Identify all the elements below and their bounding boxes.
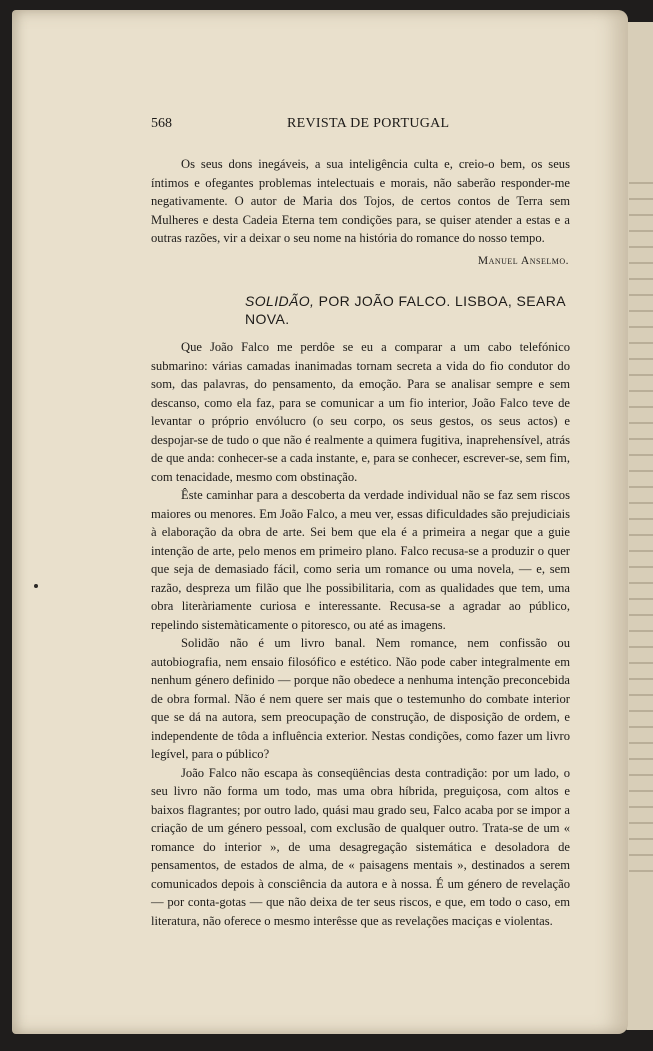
facing-page-edge [626, 22, 653, 1030]
previous-review-body [151, 155, 570, 248]
review-paragraph: Que João Falco me perdôe se eu a comparar a um cabo telefónico submarino: várias camadas inanimadas tornam secreta a vida do fio condutor do som, das palavras, do pensamento, da emoção. Para se analisar sempre e sem descanso, como ela faz, para se comunicar a um fio interior, João Falco teve de levantar o próprio envólucro (o seu corpo, os seus gestos, os seus actos) e despojar-se de tudo o que não é realmente a quimera fugitiva, inaprehensível, atrás de que anda: conhecer-se a cada instante, e, para se conhecer, escrever-se, sem fim, com tenacidade, mesmo com obstinação. [151, 340, 570, 484]
previous-review-paragraph: Os seus dons inegáveis, a sua inteligência culta e, creio-o bem, os seus íntimos e ofegantes problemas intelectuais e morais, não saberão responder-me negativamente. O autor de Maria dos Tojos, de certos contos de Terra sem Mulheres e desta Cadeia Eterna tem condições para, se quiser atender a estas e a outras razões, vir a deixar o seu nome na história do romance do nosso tempo. [151, 157, 570, 245]
ink-speck [34, 584, 38, 588]
review-title-rest: POR JOÃO FALCO. LISBOA, SEARA NOVA. [245, 293, 566, 327]
review-paragraph: João Falco não escapa às conseqüências desta contradição: por um lado, o seu livro não forma um todo, mas uma obra híbrida, preguiçosa, com altos e baixos flagrantes; por outro lado, quási mau grado seu, Falco acaba por se impor a criação de um género pessoal, com exclusão de qualquer outro. Trata-se de um « romance do interior », de uma desagregação sistemática e desoladora de pensamentos, de estados de alma, de « paisagens mentais », destinados a serem comunicados depois à consciência da autora e à nossa. É um género de revelação — por conta-gotas — que não deixa de ter seus riscos, e que, em todo o caso, em literatura, não oferece o mesmo interêsse que as revelações maciças e violentas. [151, 765, 570, 928]
running-head: REVISTA DE PORTUGAL [287, 116, 450, 131]
review-body [151, 338, 570, 930]
page-number: 568 [151, 116, 172, 131]
page-header [151, 116, 571, 136]
review-title [245, 292, 571, 328]
review-title-book: SOLIDÃO, [245, 293, 315, 309]
review-paragraph: Solidão não é um livro banal. Nem romance, nem confissão ou autobiografia, nem ensaio filosófico e estético. Não pode caber integralmente em nenhum género definido — porque não obedece a nenhuma intenção preconcebida de obra formal. Não é nem quere ser mais que o testemunho do combate interior que se dá na autora, sem preocupação de construção, de disposição de ordem, e independente de tôda a influência exterior. Nestas condições, como fazer um livro legível, para o público? [151, 636, 570, 761]
review-paragraph: Êste caminhar para a descoberta da verdade individual não se faz sem riscos maiores ou menores. Em João Falco, a meu ver, essas dificuldades são prejudiciais à elaboração da obra de arte. Sei bem que ela é a primeira a negar que a guie intenção de arte, pelo menos em primeiro plano. Falco recusa-se a produzir o quer que seja de demasiado fácil, como seria um romance ou uma novela, — e, sem razão, despreza um filão que lhe possibilitaria, com as qualidades que tem, uma obra literàriamente curiosa e interessante. Recusa-se a agradar ao público, repelindo sistemàticamente o pitoresco, ou até as imagens. [151, 488, 570, 632]
signature: Manuel Anselmo. [477, 255, 569, 267]
